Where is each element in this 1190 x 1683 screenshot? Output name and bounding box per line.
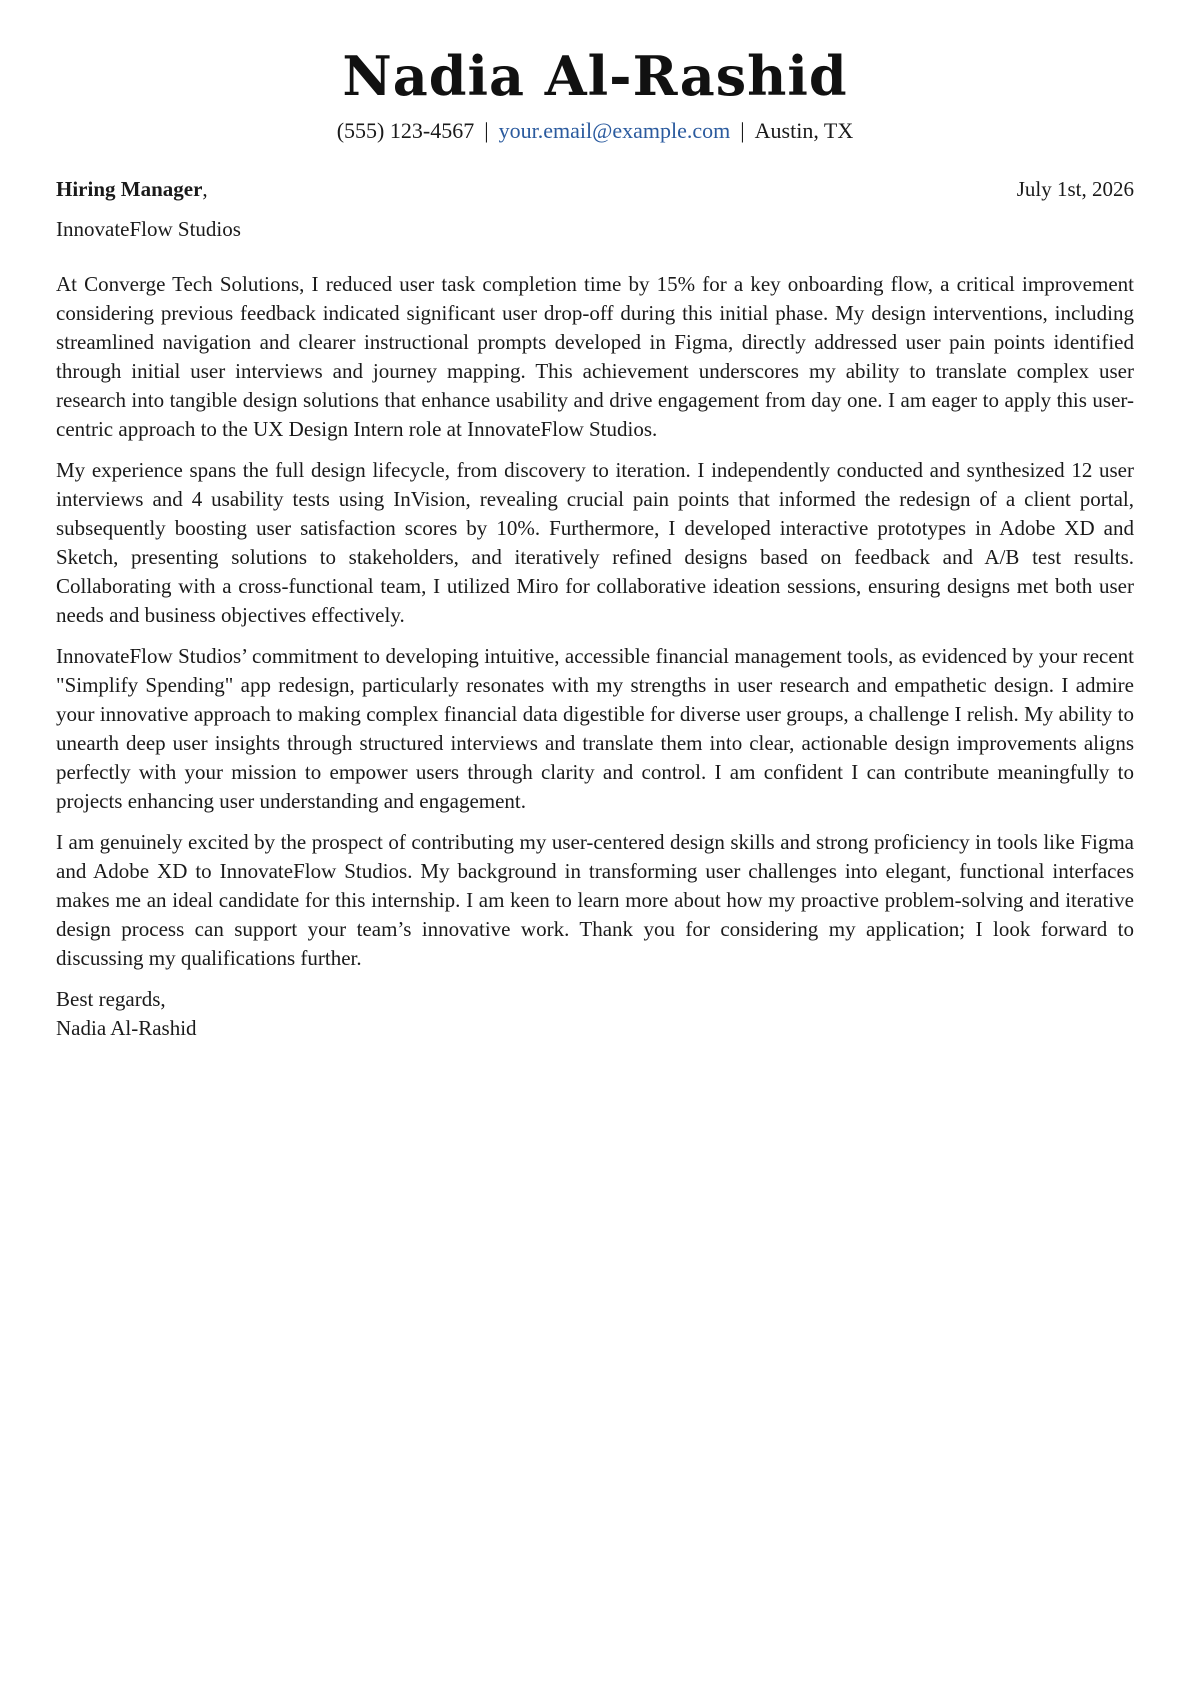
body-paragraph: I am genuinely excited by the prospect of contributing my user-centered design skills and strong proficiency in tools like Figma and Adobe XD to InnovateFlow Studios. My background in transforming user challenges into elegant, functional interfaces makes me an ideal candidate for this internship. I am keen to learn more about how my proactive problem-solving and iterative design process can support your team’s innovative work. Thank you for considering my application; I look forward to discussing my qualifications further. <box>56 830 1134 970</box>
contact-separator: | <box>740 118 745 143</box>
contact-line <box>56 116 1134 146</box>
recipient-name-suffix: , <box>202 177 208 201</box>
letter-header <box>56 0 1134 146</box>
location: Austin, TX <box>754 118 854 143</box>
closing-salutation: Best regards, <box>56 987 166 1011</box>
recipient-greeting <box>56 174 208 204</box>
letter-closing <box>56 985 1134 1043</box>
closing-signature: Nadia Al-Rashid <box>56 1016 197 1040</box>
recipient-row <box>56 174 1134 204</box>
letter-date: July 1st, 2026 <box>1016 177 1134 201</box>
contact-separator: | <box>484 118 489 143</box>
body-paragraph: My experience spans the full design lifecycle, from discovery to iteration. I independently conducted and synthesized 12 user interviews and 4 usability tests using InVision, revealing crucial pain points that informed the redesign of a client portal, subsequently boosting user satisfaction scores by 10%. Furthermore, I developed interactive prototypes in Adobe XD and Sketch, presenting solutions to stakeholders, and iteratively refined designs based on feedback and A/B test results. Collaborating with a cross-functional team, I utilized Miro for collaborative ideation sessions, ensuring designs met both user needs and business objectives effectively. <box>56 458 1134 627</box>
recipient-company: InnovateFlow Studios <box>56 217 241 241</box>
recipient-name: Hiring Manager <box>56 177 203 201</box>
body-paragraph: At Converge Tech Solutions, I reduced user task completion time by 15% for a key onboarding flow, a critical improvement considering previous feedback indicated significant user drop-off during this initial phase. My design interventions, including streamlined navigation and clearer instructional prompts developed in Figma, directly addressed user pain points identified through initial user interviews and journey mapping. This achievement underscores my ability to translate complex user research into tangible design solutions that enhance usability and drive engagement from day one. I am eager to apply this user-centric approach to the UX Design Intern role at InnovateFlow Studios. <box>56 272 1134 441</box>
email-link[interactable]: your.email@example.com <box>498 118 731 143</box>
letter-body <box>56 270 1134 973</box>
sender-name: Nadia Al-Rashid <box>342 44 848 108</box>
body-paragraph: InnovateFlow Studios’ commitment to developing intuitive, accessible financial management tools, as evidenced by your recent "Simplify Spending" app redesign, particularly resonates with my strengths in user research and empathetic design. I admire your innovative approach to making complex financial data digestible for diverse user groups, a challenge I relish. My ability to unearth deep user insights through structured interviews and translate them into clear, actionable design improvements aligns perfectly with your mission to empower users through clarity and control. I am confident I can contribute meaningfully to projects enhancing user understanding and engagement. <box>56 644 1134 813</box>
phone-number: (555) 123-4567 <box>336 118 475 143</box>
